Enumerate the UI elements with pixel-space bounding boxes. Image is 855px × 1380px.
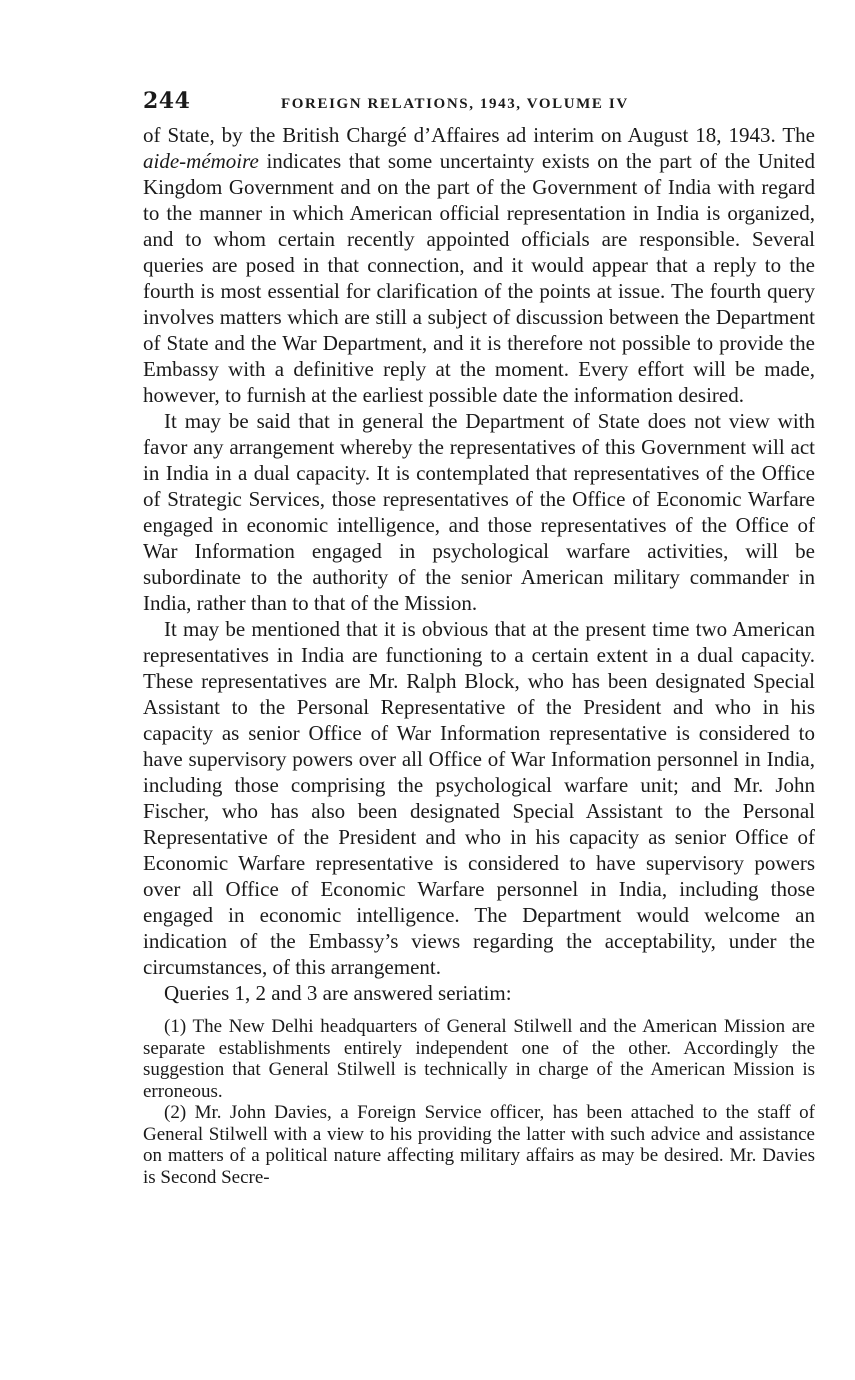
paragraph-1: [143, 122, 815, 408]
running-head: FOREIGN RELATIONS, 1943, VOLUME IV: [281, 96, 629, 112]
answers-list: [143, 1016, 815, 1188]
page-header: [143, 88, 815, 122]
page-number: 244: [143, 88, 191, 114]
paragraph-1-text-a: of State, by the British Chargé d’Affaires ad interim on August 18, 1943. The: [143, 123, 815, 147]
answer-2: (2) Mr. John Davies, a Foreign Service officer, has been attached to the staff of General Stilwell with a view to his providing the latter with such advice and assistance on matters of a political nature affecting military affairs as may be desired. Mr. Davies is Second Secre-: [143, 1102, 815, 1188]
body-text: [143, 122, 815, 1006]
paragraph-3: It may be mentioned that it is obvious that at the present time two American representatives in India are functioning to a certain extent in a dual capacity. These representatives are Mr. Ralph Block, who has been designated Special Assistant to the Personal Representative of the President and who in his capacity as senior Office of War Information representative is considered to have supervisory powers over all Office of War Information personnel in India, including those comprising the psychological warfare unit; and Mr. John Fischer, who has also been designated Special Assistant to the Personal Representative of the President and who in his capacity as senior Office of Economic Warfare representative is considered to have supervisory powers over all Office of Economic Warfare personnel in India, including those engaged in economic intelligence. The Department would welcome an indication of the Embassy’s views regarding the acceptability, under the circumstances, of this arrangement.: [143, 617, 815, 979]
document-page: [143, 88, 815, 1188]
answer-1: (1) The New Delhi headquarters of General Stilwell and the American Mission are separate establishments entirely independent one of the other. Accordingly the suggestion that General Stilwell is technically in charge of the American Mission is erroneous.: [143, 1016, 815, 1102]
paragraph-2: It may be said that in general the Department of State does not view with favor any arrangement whereby the representatives of this Government will act in India in a dual capacity. It is contemplated that representatives of the Office of Strategic Services, those representatives of the Office of Economic Warfare engaged in economic intelligence, and those representatives of the Office of War Information engaged in psychological warfare activities, will be subordinate to the authority of the senior American military commander in India, rather than to that of the Mission.: [143, 409, 815, 615]
aide-memoire-italic: aide-mémoire: [143, 149, 259, 173]
paragraph-1-text-b: indicates that some uncertainty exists on the part of the United Kingdom Government and on the part of the Government of India with regard to the manner in which American official representation in India is organized, and to whom certain recently appointed officials are responsible. Several queries are posed in that connection, and it would appear that a reply to the fourth is most essential for clarification of the points at issue. The fourth query involves matters which are still a subject of discussion between the Department of State and the War Department, and it is therefore not possible to provide the Embassy with a definitive reply at the moment. Every effort will be made, however, to furnish at the earliest possible date the information desired.: [143, 149, 815, 407]
paragraph-4: Queries 1, 2 and 3 are answered seriatim:: [164, 981, 512, 1005]
